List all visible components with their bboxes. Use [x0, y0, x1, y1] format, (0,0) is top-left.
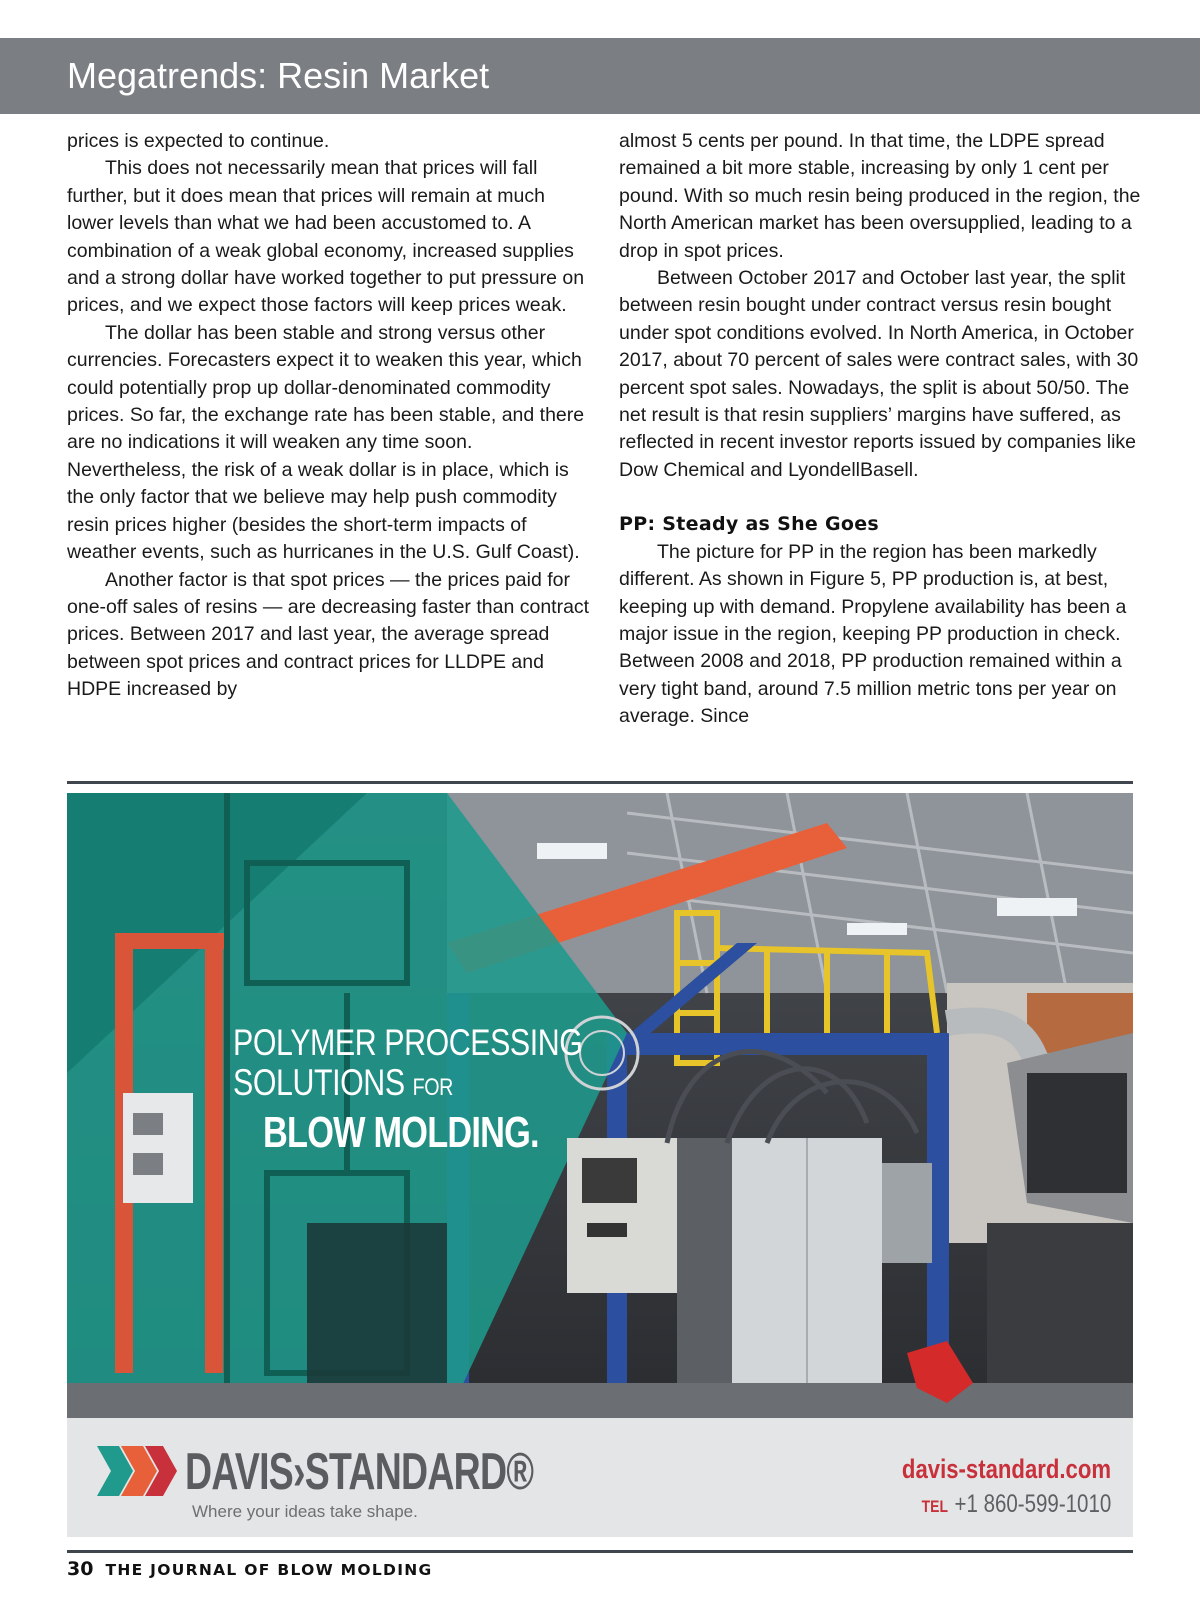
- paragraph: almost 5 cents per pound. In that time, the LDPE spread remained a bit more stable, increasing by only 1 cent per pound. With so much resin being produced in the region, the North American market has been oversupplied, leading to a drop in spot prices.: [619, 130, 1141, 262]
- ad-headline-emphasis: BLOW MOLDING.: [263, 1108, 539, 1157]
- brand-tagline: Where your ideas take shape.: [192, 1502, 418, 1521]
- ad-website-link[interactable]: davis-standard.com: [901, 1454, 1111, 1484]
- paragraph: prices is expected to continue.: [67, 130, 330, 152]
- page-number: 30: [67, 1558, 94, 1580]
- advertisement[interactable]: [67, 793, 1133, 1537]
- journal-name: THE JOURNAL OF BLOW MOLDING: [105, 1561, 433, 1579]
- left-column: [67, 128, 592, 704]
- ad-headline-small-word: FOR: [412, 1074, 453, 1101]
- paragraph: Between October 2017 and October last year, the split between resin bought under contract versus resin bought under spot conditions evolved. In North America, in October 2017, about 70 percent of sales were contract sales, with 30 percent spot sales. Nowadays, the split is about 50/50. The net result is that resin suppliers’ margins have suffered, as reflected in recent investor reports issued by companies like Dow Chemical and LyondellBasell.: [619, 267, 1139, 481]
- section-header-bar: [0, 38, 1200, 114]
- page-footer: [67, 1558, 433, 1580]
- ad-footer-band: [67, 1418, 1133, 1537]
- paragraph: The dollar has been stable and strong versus other currencies. Forecasters expect it to weaken this year, which could potentially prop up dollar-denominated commodity prices. So far, the exchange rate has been stable, and there are no indications it will weaken any time soon. Nevertheless, the risk of a weak dollar is in place, which is the only factor that we believe may help push commodity resin prices higher (besides the short-term impacts of weather events, such as hurricanes in the U.S. Gulf Coast).: [67, 321, 585, 564]
- paragraph: This does not necessarily mean that prices will fall further, but it does mean that prices will remain at much lower levels than what we had been accustomed to. A combination of a weak global economy, increased supplies and a strong dollar have worked together to put pressure on prices, and we expect those factors will keep prices weak.: [67, 157, 585, 317]
- davis-standard-logo-icon: [97, 1446, 177, 1496]
- ad-headline: [233, 1023, 659, 1158]
- divider-rule: [67, 1550, 1133, 1553]
- subheading: PP: Steady as She Goes: [619, 513, 880, 536]
- paragraph: Another factor is that spot prices — the prices paid for one-off sales of resins — are decreasing faster than contract prices. Between 2017 and last year, the average spread between spot prices and contract prices for LLDPE and HDPE increased by: [67, 568, 590, 701]
- phone-number[interactable]: +1 860-599-1010: [954, 1490, 1111, 1518]
- tel-label: TEL: [921, 1497, 948, 1516]
- right-column: [619, 128, 1144, 731]
- divider-rule: [67, 781, 1133, 784]
- paragraph: The picture for PP in the region has been markedly different. As shown in Figure 5, PP production is, at best, keeping up with demand. Propylene availability has been a major issue in the region, keeping PP production in check. Between 2008 and 2018, PP production remained within a very tight band, around 7.5 million metric tons per year on average. Since: [619, 540, 1127, 728]
- ad-headline-line: [233, 1063, 582, 1108]
- ad-headline-word: SOLUTIONS: [233, 1062, 405, 1103]
- ad-headline-line: POLYMER PROCESSING: [233, 1022, 583, 1063]
- brand-name: DAVIS›STANDARD®: [185, 1443, 534, 1501]
- section-title: Megatrends: Resin Market: [67, 55, 490, 96]
- ad-phone: [921, 1490, 1111, 1519]
